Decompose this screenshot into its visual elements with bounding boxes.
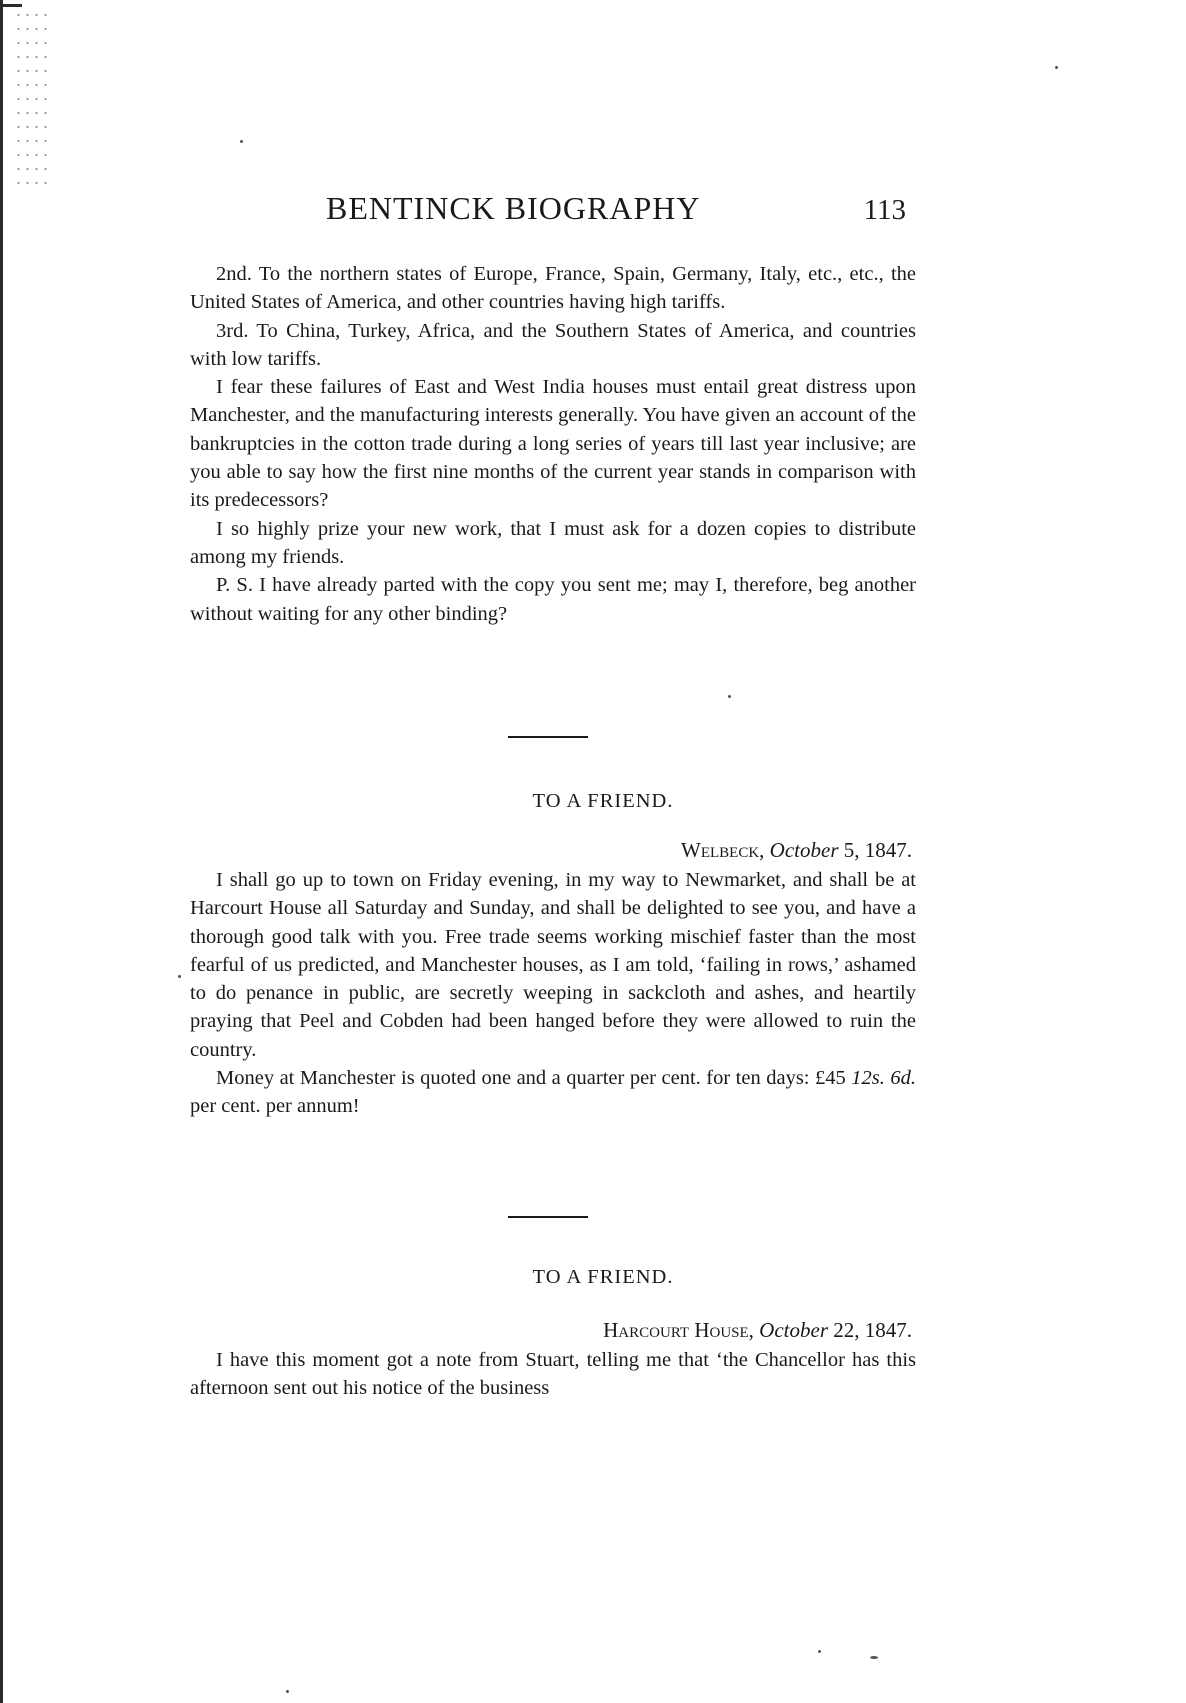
letter-heading: TO A FRIEND. (532, 790, 674, 812)
speck (728, 695, 731, 698)
speck (1055, 66, 1058, 69)
dateline-day-year: 5, 1847. (843, 838, 912, 862)
dateline (681, 838, 912, 863)
paragraph: I shall go up to town on Friday evening, in my way to Newmarket, and shall be at Harcourt House all Saturday and Sunday, and shall be delighted to see you, and have a thorough good talk with you. Free trade seems working mischief faster than the most fearful of us predicted, and Manchester houses, as I am told, ‘failing in rows,’ ashamed to do penance in public, are secretly weeping in sackcloth and ashes, and heartily praying that Peel and Cobden had been hanged before they were allowed to ruin the country. (190, 869, 916, 1061)
running-head (190, 190, 916, 230)
speck (818, 1650, 821, 1653)
speck (870, 1656, 878, 1659)
paragraph: I have this moment got a note from Stuart, telling me that ‘the Chancellor has this afternoon sent out his notice of the business (190, 1349, 916, 1400)
letter-heading: TO A FRIEND. (532, 1266, 674, 1288)
letter-body (190, 866, 916, 1121)
page-edge (0, 0, 3, 1703)
paragraph (190, 1064, 916, 1121)
binding-edge-specks (14, 8, 48, 193)
dateline-day-year: 22, 1847. (833, 1318, 912, 1342)
paragraph-amount: 12s. 6d. (851, 1067, 916, 1090)
paragraph: 3rd. To China, Turkey, Africa, and the Southern States of America, and countries with low tariffs. (190, 319, 916, 370)
paragraph-text: Money at Manchester is quoted one and a quarter per cent. for ten days: £45 (216, 1067, 852, 1090)
dateline-month: October (769, 838, 839, 862)
paragraph-text: per cent. per annum! (190, 1095, 360, 1118)
letter-continued-body (190, 260, 916, 628)
paragraph: I fear these failures of East and West India houses must entail great distress upon Manchester, and the manufacturing interests generally. You have given an account of the bankruptcies in the cotton trade during a long series of years till last year inclusive; are you able to say how the first nine months of the current year stands in comparison with its predecessors? (190, 376, 916, 512)
letter-body (190, 1346, 916, 1403)
speck (240, 140, 243, 143)
section-divider (508, 736, 588, 738)
section-divider (508, 1216, 588, 1218)
running-title: BENTINCK BIOGRAPHY (326, 190, 701, 226)
dateline-place: Harcourt House, (603, 1318, 754, 1342)
dateline-month: October (759, 1318, 828, 1342)
dateline-place: Welbeck, (681, 838, 765, 862)
dateline (603, 1318, 912, 1343)
paragraph: I so highly prize your new work, that I must ask for a dozen copies to distribute among my friends. (190, 517, 916, 568)
speck (286, 1690, 289, 1693)
paragraph: P. S. I have already parted with the copy you sent me; may I, therefore, beg another without waiting for any other binding? (190, 574, 916, 625)
page-number: 113 (863, 194, 906, 226)
paragraph: 2nd. To the northern states of Europe, France, Spain, Germany, Italy, etc., etc., the United States of America, and other countries having high tariffs. (190, 263, 916, 314)
page-edge-top (0, 4, 22, 7)
speck (178, 975, 181, 978)
